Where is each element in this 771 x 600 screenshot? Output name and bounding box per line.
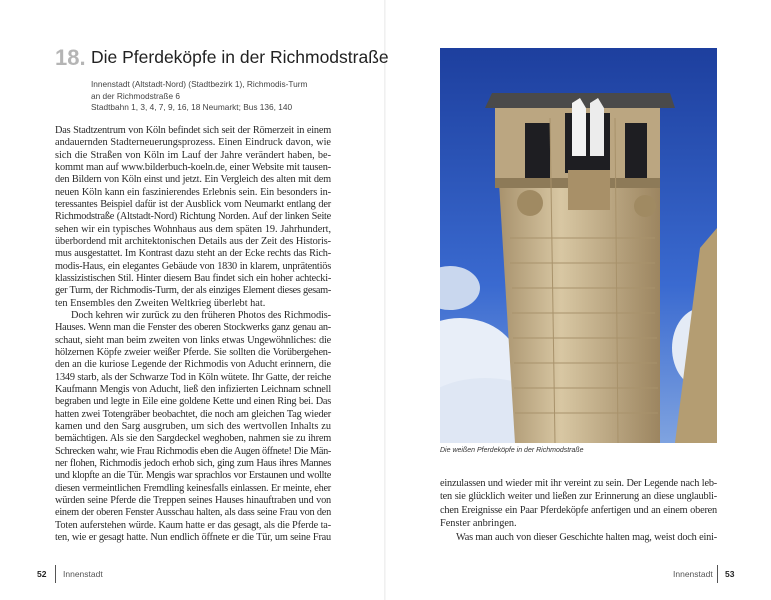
- book-gutter: [384, 0, 386, 600]
- footer-section-left: Innenstadt: [63, 569, 103, 579]
- text-line: mus ausgestattet. Im Kontrast dazu steht an der Ecke rechts das Rich-: [55, 248, 331, 260]
- text-line: Toten auferstehen würde. Kaum hatte er das gesagt, als die Pferde ta-: [55, 519, 331, 531]
- text-line: ten Ensembles den Zweiten Weltkrieg überlebt hat.: [55, 297, 266, 309]
- text-line: begraben und legte in Eile eine goldene Kette und einen Ring bei. Das: [55, 396, 331, 408]
- text-line: Das Stadtzentrum von Köln befindet sich seit der Römerzeit in einem: [55, 125, 331, 136]
- text-line: den an die kuriose Legende der Richmodis von Aducht erinnern, die: [55, 359, 331, 371]
- text-line: hatten zwei Totengräber beobachtet, die noch am gleichen Tag wieder: [55, 408, 331, 420]
- tower-photo: [440, 48, 717, 443]
- text-line: einem der oberen Fenster Ausschau halten, als dass seine Frau von den: [55, 507, 331, 519]
- text-line: Was man auch von dieser Geschichte halten mag, weist doch eini-: [456, 531, 717, 543]
- body-text-right: [440, 477, 717, 544]
- text-line: Schrecken wahr, wie Frau Richmodis eben die Augen öffnete! Die Män-: [55, 445, 331, 457]
- text-line: sich die Straßen von Köln im Lauf der Jahre verändert haben, be-: [55, 149, 331, 161]
- info-line: an der Richmodstraße 6: [91, 90, 181, 101]
- text-line: schaut, sieht man beim zweiten von links etwas Ungewöhnliches: die: [55, 334, 331, 346]
- text-line: überbordend mit architektonischen Details aus der Zeit des Historis-: [55, 235, 331, 247]
- body-text: [55, 125, 331, 544]
- text-line: ten sie glücklich weiter und ließen zur Erinnerung an diese unglaubli-: [440, 491, 717, 503]
- footer-divider: [717, 565, 718, 583]
- text-line: hölzernen Köpfe zweier weißer Pferde. Sie sollten die Vorübergehen-: [55, 346, 331, 358]
- text-line: ner flohen, Richmodis jedoch erhob sich, ging zum Haus ihres Mannes: [55, 457, 331, 469]
- page-number-right-value: 53: [725, 569, 735, 579]
- footer-divider: [55, 565, 56, 583]
- page-number-left-value: 52: [37, 569, 47, 579]
- text-line: teressantes Beispiel dafür ist der Ausblick vom Neumarkt entlang der: [55, 198, 331, 210]
- chapter-title: Die Pferdeköpfe in der Richmodstraße: [91, 47, 389, 67]
- text-line: kommt man auf www.bilderbuch-koeln.de, einer Website mit tausen-: [55, 161, 331, 173]
- text-line: einzulassen und wieder mit ihr vereint zu sein. Der Legende nach leb-: [440, 478, 717, 489]
- text-line: chen Ereignisse ein Paar Pferdeköpfe anfertigen und an einem oberen: [440, 504, 717, 516]
- text-line: sehen wir ein typisches Wohnhaus aus dem späten 19. Jahrhundert,: [55, 223, 331, 235]
- footer-section-right: Innenstadt: [673, 569, 713, 579]
- text-line: und klopfte an die Tür. Mengis war sprachlos vor Erstaunen und wollte: [55, 470, 331, 482]
- text-line: würden seine Pferde die Treppen seines Hauses hinauftraben und von: [55, 494, 331, 506]
- text-line: diesen vermeintlichen Fremdling keinesfalls einlassen. Er meinte, eher: [55, 482, 331, 494]
- text-line: klassizistischen Stil. Hinter diesem Bau findet sich ein hoher achtecki-: [55, 272, 331, 284]
- text-line: 1349 starb, als der Schwarze Tod in Köln wütete. Ihr Gatte, der reiche: [55, 371, 331, 383]
- page-number-left: [37, 569, 46, 579]
- page-number-right: [725, 569, 734, 579]
- text-line: neuen Köln kann ein faszinierendes Erlebnis sein. Ein besonders in-: [55, 186, 331, 198]
- info-line: Stadtbahn 1, 3, 4, 7, 9, 16, 18 Neumarkt; Bus 136, 140: [91, 102, 293, 112]
- text-line: bemächtigen. Als sie den Sargdeckel weghoben, nahmen sie zu ihrem: [55, 433, 331, 445]
- location-info: [91, 79, 307, 114]
- text-line: Kaufmann Mengis von Aducht, ließ den infizierten Leichnam schnell: [55, 383, 331, 395]
- text-line: ten, wie er gesagt hatte. Nun endlich öffnete er die Tür, um seine Frau: [55, 531, 331, 543]
- chapter-number: 18.: [55, 45, 86, 70]
- photo-caption: Die weißen Pferdeköpfe in der Richmodstraße: [440, 447, 584, 454]
- text-line: kamen und den Sarg ausgruben, um sich des wertvollen Inhalts zu: [55, 420, 331, 432]
- text-line: Doch kehren wir zurück zu den früheren Photos des Richmodis-: [71, 309, 331, 321]
- text-line: den Bildern von Köln einst und jetzt. Ein Vergleich des alten mit dem: [55, 174, 331, 186]
- text-line: andauernden Stadterneuerungsprozess. Einen Eindruck davon, wie: [55, 137, 331, 149]
- text-line: modis-Haus, ein elegantes Gebäude von 1830 in klarem, unprätentiös: [55, 260, 331, 272]
- info-line: Innenstadt (Altstadt-Nord) (Stadtbezirk 1), Richmodis-Turm: [91, 79, 308, 89]
- text-line: Hauses. Wenn man die Fenster des oberen Stockwerks ganz genau an-: [55, 322, 331, 334]
- text-line: Fenster anbringen.: [440, 518, 517, 530]
- text-line: ger Turm, der Richmodis-Turm, der als einziges Element dieses gesam-: [55, 285, 331, 297]
- text-line: Richmodstraße (Altstadt-Nord) Richtung Norden. Auf der linken Seite: [55, 211, 331, 223]
